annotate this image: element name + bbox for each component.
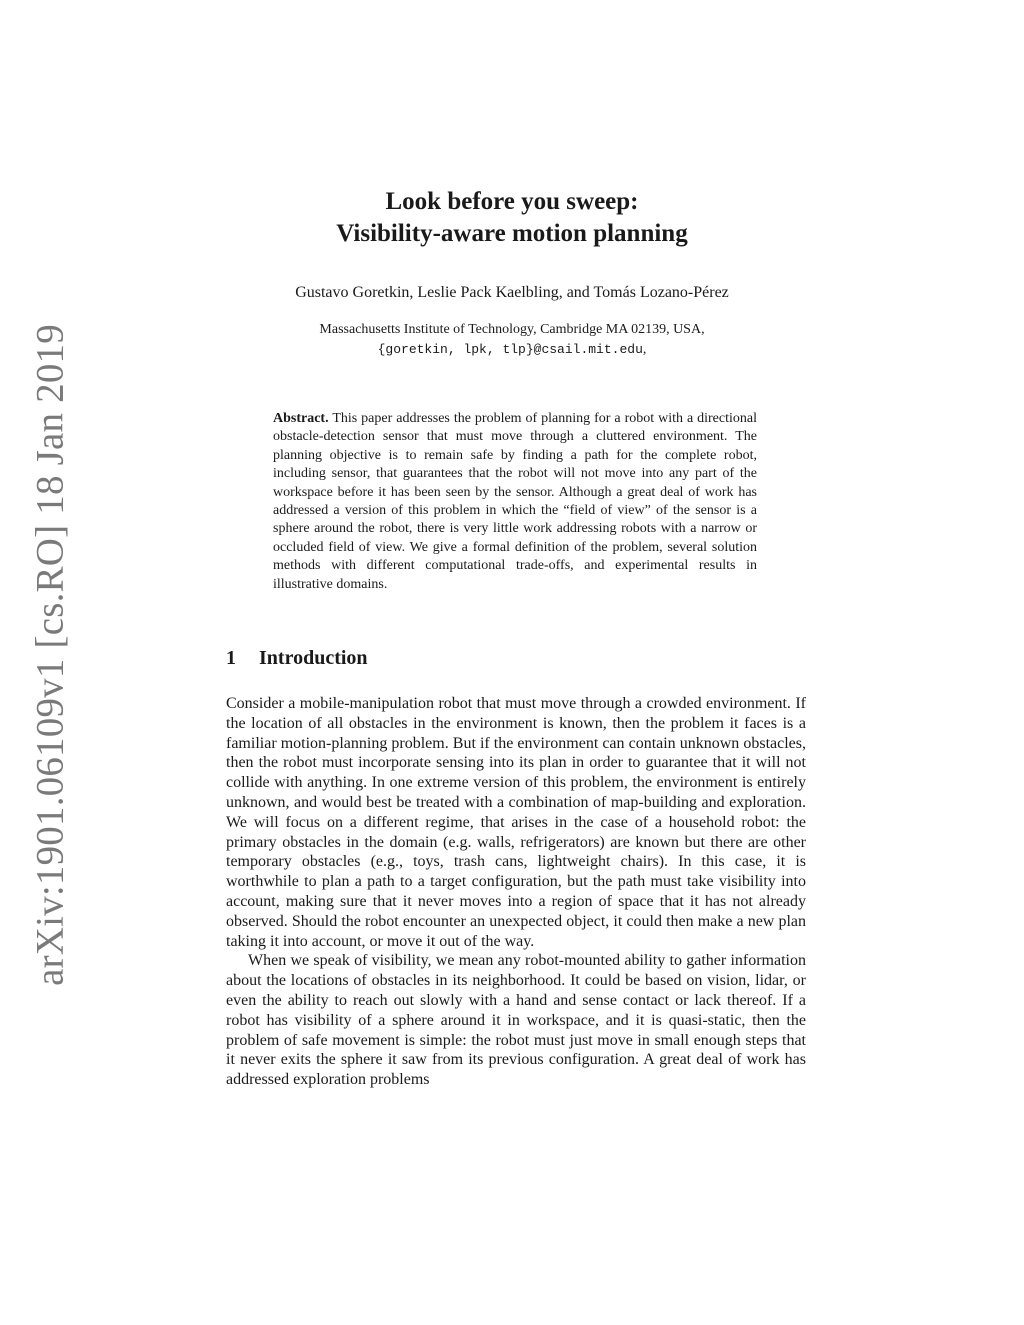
title-line-1: Look before you sweep: [385, 188, 639, 215]
title-line-2: Visibility-aware motion planning [336, 220, 688, 247]
intro-paragraph-1: Consider a mobile-manipulation robot that must move through a crowded environment. If the location of all obstacles in the environment is known, then the problem it faces is a familiar motion-planning problem. But if the environment can contain unknown obstacles, then the robot must incorporate sensing into its plan in order to guarantee that it will not collide with anything. In one extreme version of this problem, the environment is entirely unknown, and would best be treated with a combination of map-building and exploration. We will focus on a different regime, that arises in the case of a household robot: the primary obstacles in the domain (e.g. walls, refrigerators) are known but there are other temporary obstacles (e.g., toys, trash cans, lightweight chairs). In this case, it is worthwhile to plan a path to a target configuration, but the path must take visibility into account, making sure that it never moves into a region of space that it has not already observed. Should the robot encounter an unexpected object, it could then make a new plan taking it into account, or move it out of the way. [226, 695, 806, 950]
section-title: Introduction [259, 647, 368, 669]
section-number: 1 [226, 647, 236, 669]
affiliation-block [0, 320, 1024, 360]
introduction-body [226, 694, 806, 1090]
affiliation: Massachusetts Institute of Technology, Cambridge MA 02139, USA, [319, 322, 705, 337]
abstract-text: This paper addresses the problem of planning for a robot with a directional obstacle-detection sensor that must move through a cluttered environment. The planning objective is to remain safe by finding a path for the complete robot, including sensor, that guarantees that the robot will not move into any part of the workspace before it has been seen by the sensor. Although a great deal of work has addressed a version of this problem in which the “field of view” of the sensor is a sphere around the robot, there is very little work addressing robots with a narrow or occluded field of view. We give a formal definition of the problem, several solution methods with different computational trade-offs, and experimental results in illustrative domains. [273, 411, 757, 592]
section-heading-introduction [226, 647, 368, 670]
abstract-label: Abstract. [273, 411, 329, 426]
arxiv-identifier: arXiv:1901.06109v1 [cs.RO] 18 Jan 2019 [28, 324, 72, 986]
intro-paragraph-2: When we speak of visibility, we mean any robot-mounted ability to gather information about the locations of obstacles in its neighborhood. It could be based on vision, lidar, or even the ability to reach out slowly with a hand and sense contact or lack thereof. If a robot has visibility of a sphere around it in workspace, and it is quasi-static, then the problem of safe movement is simple: the robot must just move in small enough steps that it never exits the sphere it saw from its previous configuration. A great deal of work has addressed exploration problems [226, 952, 806, 1089]
email-line [0, 340, 1024, 360]
paper-title [0, 186, 1024, 250]
author-list: Gustavo Goretkin, Leslie Pack Kaelbling, and Tomás Lozano-Pérez [295, 284, 729, 301]
email-suffix: , [642, 342, 647, 357]
arxiv-sidebar-stamp [28, 324, 72, 986]
abstract [273, 410, 757, 594]
author-emails: {goretkin, lpk, tlp}@csail.mit.edu [377, 342, 643, 357]
